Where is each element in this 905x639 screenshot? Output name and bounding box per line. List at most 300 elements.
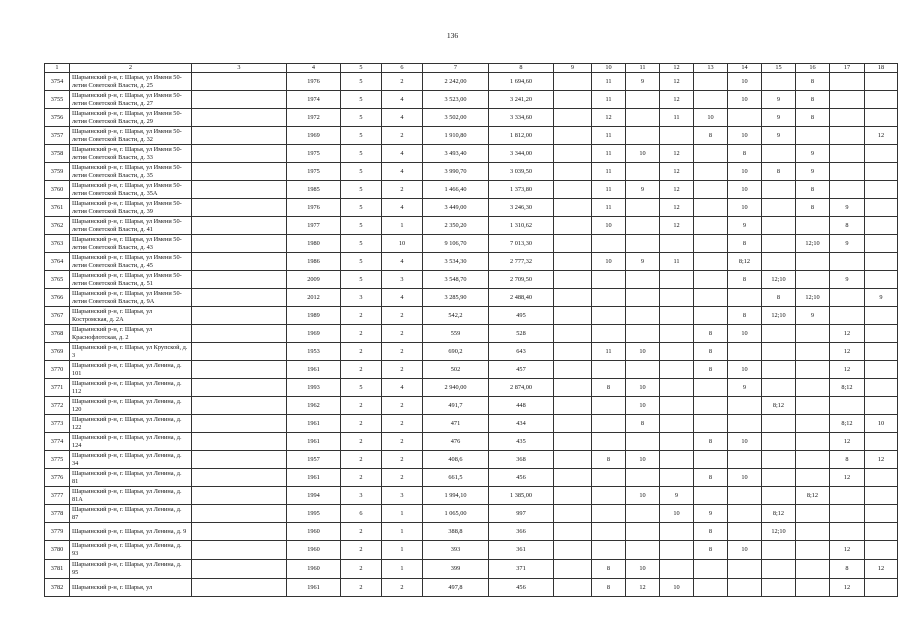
value-cell: 9 — [796, 163, 830, 181]
value-cell: 1986 — [287, 253, 341, 271]
record-number-cell: 3759 — [45, 163, 70, 181]
value-cell: 456 — [489, 469, 554, 487]
value-cell: 8;12 — [728, 253, 762, 271]
value-cell: 448 — [489, 397, 554, 415]
value-cell: 1 — [382, 541, 423, 560]
value-cell — [694, 415, 728, 433]
value-cell: 11 — [592, 127, 626, 145]
value-cell — [660, 397, 694, 415]
table-row — [45, 163, 898, 181]
value-cell: 10 — [728, 325, 762, 343]
value-cell — [192, 271, 287, 289]
address-cell: Шарьинский р-н, г. Шарья, ул Имени 50-летия Советской Власти, д. 27 — [70, 91, 192, 109]
value-cell: 2 — [341, 579, 382, 597]
value-cell: 10 — [728, 541, 762, 560]
table-row — [45, 73, 898, 91]
value-cell — [592, 433, 626, 451]
value-cell: 457 — [489, 361, 554, 379]
value-cell — [762, 487, 796, 505]
value-cell: 2 — [341, 397, 382, 415]
value-cell — [660, 235, 694, 253]
value-cell: 2 242,00 — [423, 73, 489, 91]
table-row — [45, 541, 898, 560]
value-cell: 5 — [341, 379, 382, 397]
value-cell: 10 — [626, 145, 660, 163]
value-cell — [626, 91, 660, 109]
value-cell: 12 — [660, 91, 694, 109]
table-container — [44, 63, 885, 639]
value-cell: 12 — [865, 127, 898, 145]
value-cell — [865, 91, 898, 109]
value-cell: 10 — [660, 505, 694, 523]
value-cell — [865, 109, 898, 127]
value-cell — [592, 289, 626, 307]
address-cell: Шарьинский р-н, г. Шарья, ул Имени 50-летия Советской Власти, д. 39 — [70, 199, 192, 217]
value-cell: 1974 — [287, 91, 341, 109]
value-cell: 8 — [796, 73, 830, 91]
record-number-cell: 3762 — [45, 217, 70, 235]
value-cell: 12 — [626, 579, 660, 597]
value-cell: 1 694,60 — [489, 73, 554, 91]
value-cell — [554, 343, 592, 361]
value-cell — [192, 541, 287, 560]
value-cell: 11 — [592, 163, 626, 181]
record-number-cell: 3781 — [45, 560, 70, 579]
value-cell — [865, 379, 898, 397]
value-cell: 1985 — [287, 181, 341, 199]
value-cell: 1960 — [287, 541, 341, 560]
value-cell: 9 — [762, 109, 796, 127]
value-cell — [830, 487, 865, 505]
record-number-cell: 3767 — [45, 307, 70, 325]
value-cell — [660, 379, 694, 397]
value-cell: 491,7 — [423, 397, 489, 415]
value-cell: 3 — [382, 271, 423, 289]
value-cell — [694, 199, 728, 217]
column-number-cell: 17 — [830, 64, 865, 73]
value-cell — [592, 505, 626, 523]
value-cell: 10 — [728, 361, 762, 379]
value-cell — [830, 127, 865, 145]
value-cell: 8 — [694, 541, 728, 560]
value-cell: 10 — [382, 235, 423, 253]
address-cell: Шарьинский р-н, г. Шарья, ул Крупской, д. 3 — [70, 343, 192, 361]
value-cell: 1 994,10 — [423, 487, 489, 505]
value-cell — [762, 541, 796, 560]
value-cell — [554, 397, 592, 415]
value-cell: 435 — [489, 433, 554, 451]
value-cell: 2 709,50 — [489, 271, 554, 289]
value-cell: 8;12 — [830, 379, 865, 397]
table-row — [45, 415, 898, 433]
value-cell — [626, 523, 660, 541]
value-cell: 1 373,80 — [489, 181, 554, 199]
value-cell: 4 — [382, 109, 423, 127]
value-cell — [192, 325, 287, 343]
column-number-cell: 14 — [728, 64, 762, 73]
value-cell — [554, 560, 592, 579]
value-cell — [660, 343, 694, 361]
value-cell — [762, 181, 796, 199]
value-cell: 10 — [660, 579, 694, 597]
table-row — [45, 487, 898, 505]
value-cell: 10 — [865, 415, 898, 433]
value-cell — [865, 361, 898, 379]
value-cell: 2 874,00 — [489, 379, 554, 397]
value-cell: 11 — [592, 73, 626, 91]
value-cell — [192, 199, 287, 217]
value-cell — [762, 415, 796, 433]
column-number-cell: 4 — [287, 64, 341, 73]
value-cell — [192, 379, 287, 397]
record-number-cell: 3782 — [45, 579, 70, 597]
address-cell: Шарьинский р-н, г. Шарья, ул Ленина, д. 34 — [70, 451, 192, 469]
value-cell: 2 — [382, 361, 423, 379]
value-cell — [192, 415, 287, 433]
table-row — [45, 379, 898, 397]
value-cell: 2 — [341, 343, 382, 361]
table-row — [45, 289, 898, 307]
value-cell — [192, 145, 287, 163]
value-cell: 2009 — [287, 271, 341, 289]
value-cell — [865, 579, 898, 597]
value-cell — [592, 271, 626, 289]
value-cell — [554, 73, 592, 91]
value-cell: 1962 — [287, 397, 341, 415]
address-cell: Шарьинский р-н, г. Шарья, ул Имени 50-летия Советской Власти, д. 35 — [70, 163, 192, 181]
address-cell: Шарьинский р-н, г. Шарья, ул Ленина, д. 122 — [70, 415, 192, 433]
address-cell: Шарьинский р-н, г. Шарья, ул Имени 50-летия Советской Власти, д. 29 — [70, 109, 192, 127]
value-cell: 2 940,00 — [423, 379, 489, 397]
value-cell — [660, 433, 694, 451]
record-number-cell: 3754 — [45, 73, 70, 91]
value-cell: 5 — [341, 181, 382, 199]
value-cell — [694, 235, 728, 253]
address-cell: Шарьинский р-н, г. Шарья, ул Имени 50-летия Советской Власти, д. 43 — [70, 235, 192, 253]
value-cell: 3 344,00 — [489, 145, 554, 163]
value-cell: 3 241,20 — [489, 91, 554, 109]
value-cell — [554, 109, 592, 127]
value-cell: 1993 — [287, 379, 341, 397]
value-cell: 10 — [626, 379, 660, 397]
value-cell — [694, 487, 728, 505]
value-cell: 1980 — [287, 235, 341, 253]
table-row — [45, 523, 898, 541]
value-cell: 1961 — [287, 415, 341, 433]
value-cell — [865, 145, 898, 163]
value-cell — [554, 361, 592, 379]
value-cell: 2 — [341, 433, 382, 451]
address-cell: Шарьинский р-н, г. Шарья, ул Имени 50-летия Советской Власти, д. 45 — [70, 253, 192, 271]
address-cell: Шарьинский р-н, г. Шарья, ул — [70, 579, 192, 597]
value-cell: 7 013,30 — [489, 235, 554, 253]
value-cell: 9 — [626, 181, 660, 199]
table-row — [45, 579, 898, 597]
record-number-cell: 3761 — [45, 199, 70, 217]
value-cell: 3 334,60 — [489, 109, 554, 127]
value-cell — [660, 289, 694, 307]
value-cell — [694, 73, 728, 91]
value-cell — [554, 217, 592, 235]
value-cell: 4 — [382, 289, 423, 307]
value-cell — [796, 415, 830, 433]
value-cell: 368 — [489, 451, 554, 469]
value-cell — [796, 325, 830, 343]
value-cell: 471 — [423, 415, 489, 433]
value-cell: 3 — [382, 487, 423, 505]
value-cell: 8 — [796, 199, 830, 217]
value-cell — [554, 579, 592, 597]
value-cell: 1 — [382, 505, 423, 523]
value-cell — [626, 469, 660, 487]
value-cell: 3 990,70 — [423, 163, 489, 181]
value-cell — [865, 343, 898, 361]
value-cell: 10 — [694, 109, 728, 127]
value-cell — [192, 361, 287, 379]
value-cell — [694, 91, 728, 109]
table-row — [45, 451, 898, 469]
value-cell: 366 — [489, 523, 554, 541]
value-cell — [728, 415, 762, 433]
value-cell — [830, 505, 865, 523]
value-cell: 2 — [382, 73, 423, 91]
value-cell: 9 106,70 — [423, 235, 489, 253]
table-row — [45, 127, 898, 145]
value-cell — [554, 235, 592, 253]
page-number: 136 — [446, 31, 459, 40]
value-cell — [762, 217, 796, 235]
value-cell: 11 — [592, 91, 626, 109]
value-cell — [762, 379, 796, 397]
value-cell: 9 — [626, 73, 660, 91]
value-cell: 10 — [728, 127, 762, 145]
value-cell: 1 385,00 — [489, 487, 554, 505]
value-cell — [865, 73, 898, 91]
value-cell: 5 — [341, 145, 382, 163]
value-cell: 643 — [489, 343, 554, 361]
value-cell: 11 — [592, 343, 626, 361]
value-cell: 361 — [489, 541, 554, 560]
value-cell — [660, 469, 694, 487]
value-cell — [660, 541, 694, 560]
value-cell — [626, 541, 660, 560]
value-cell — [694, 253, 728, 271]
value-cell: 2 — [341, 361, 382, 379]
value-cell — [865, 181, 898, 199]
value-cell — [728, 451, 762, 469]
record-number-cell: 3758 — [45, 145, 70, 163]
value-cell — [626, 433, 660, 451]
value-cell — [796, 217, 830, 235]
value-cell — [830, 145, 865, 163]
value-cell: 12 — [830, 541, 865, 560]
value-cell — [694, 379, 728, 397]
value-cell — [554, 469, 592, 487]
address-cell: Шарьинский р-н, г. Шарья, ул Ленина, д. 95 — [70, 560, 192, 579]
value-cell — [762, 451, 796, 469]
address-cell: Шарьинский р-н, г. Шарья, ул Ленина, д. 87 — [70, 505, 192, 523]
column-number-cell: 9 — [554, 64, 592, 73]
value-cell — [554, 289, 592, 307]
value-cell: 1989 — [287, 307, 341, 325]
value-cell — [192, 235, 287, 253]
value-cell — [626, 307, 660, 325]
value-cell: 1976 — [287, 73, 341, 91]
value-cell — [192, 127, 287, 145]
value-cell — [626, 289, 660, 307]
value-cell — [796, 343, 830, 361]
value-cell — [830, 397, 865, 415]
value-cell: 542,2 — [423, 307, 489, 325]
value-cell — [660, 415, 694, 433]
value-cell — [192, 487, 287, 505]
value-cell — [796, 271, 830, 289]
record-number-cell: 3764 — [45, 253, 70, 271]
value-cell: 8 — [592, 451, 626, 469]
value-cell: 12;10 — [762, 271, 796, 289]
value-cell: 10 — [728, 73, 762, 91]
value-cell — [796, 253, 830, 271]
value-cell: 2 — [382, 433, 423, 451]
value-cell: 1995 — [287, 505, 341, 523]
value-cell — [592, 307, 626, 325]
address-cell: Шарьинский р-н, г. Шарья, ул Ленина, д. 9 — [70, 523, 192, 541]
value-cell — [554, 127, 592, 145]
value-cell: 9 — [796, 145, 830, 163]
table-row — [45, 469, 898, 487]
value-cell: 10 — [728, 163, 762, 181]
value-cell: 9 — [660, 487, 694, 505]
value-cell — [694, 579, 728, 597]
value-cell — [660, 560, 694, 579]
value-cell — [796, 361, 830, 379]
table-row — [45, 271, 898, 289]
value-cell: 8 — [728, 271, 762, 289]
value-cell: 3 493,40 — [423, 145, 489, 163]
value-cell — [192, 253, 287, 271]
value-cell: 5 — [341, 217, 382, 235]
value-cell: 9 — [728, 217, 762, 235]
value-cell: 5 — [341, 127, 382, 145]
value-cell — [626, 199, 660, 217]
value-cell — [694, 451, 728, 469]
record-number-cell: 3776 — [45, 469, 70, 487]
record-number-cell: 3779 — [45, 523, 70, 541]
address-cell: Шарьинский р-н, г. Шарья, ул Имени 50-летия Советской Власти, д. 9А — [70, 289, 192, 307]
value-cell: 2 — [382, 397, 423, 415]
value-cell — [192, 289, 287, 307]
value-cell: 1994 — [287, 487, 341, 505]
value-cell — [554, 325, 592, 343]
address-cell: Шарьинский р-н, г. Шарья, ул Имени 50-летия Советской Власти, д. 33 — [70, 145, 192, 163]
value-cell: 1977 — [287, 217, 341, 235]
value-cell: 8 — [728, 307, 762, 325]
value-cell: 2012 — [287, 289, 341, 307]
value-cell — [762, 73, 796, 91]
value-cell — [554, 433, 592, 451]
value-cell — [762, 235, 796, 253]
value-cell — [865, 541, 898, 560]
value-cell — [762, 253, 796, 271]
value-cell — [192, 73, 287, 91]
value-cell — [660, 307, 694, 325]
value-cell — [660, 523, 694, 541]
value-cell: 997 — [489, 505, 554, 523]
value-cell: 3 — [341, 289, 382, 307]
value-cell: 9 — [728, 379, 762, 397]
value-cell: 5 — [341, 199, 382, 217]
value-cell — [554, 379, 592, 397]
value-cell — [660, 451, 694, 469]
value-cell: 11 — [660, 109, 694, 127]
value-cell: 10 — [626, 343, 660, 361]
table-row — [45, 433, 898, 451]
value-cell — [865, 505, 898, 523]
value-cell: 10 — [728, 181, 762, 199]
value-cell — [192, 91, 287, 109]
value-cell — [192, 181, 287, 199]
value-cell: 8 — [762, 163, 796, 181]
value-cell: 5 — [341, 109, 382, 127]
table-row — [45, 145, 898, 163]
value-cell — [192, 343, 287, 361]
column-number-cell: 8 — [489, 64, 554, 73]
value-cell: 2 — [382, 343, 423, 361]
value-cell: 2 488,40 — [489, 289, 554, 307]
value-cell — [796, 579, 830, 597]
value-cell — [592, 397, 626, 415]
table-row — [45, 235, 898, 253]
value-cell — [865, 271, 898, 289]
address-cell: Шарьинский р-н, г. Шарья, ул Ленина, д. 81А — [70, 487, 192, 505]
value-cell — [762, 361, 796, 379]
column-number-cell: 6 — [382, 64, 423, 73]
value-cell — [192, 451, 287, 469]
value-cell: 2 — [341, 415, 382, 433]
value-cell — [192, 307, 287, 325]
value-cell: 1 812,00 — [489, 127, 554, 145]
value-cell: 8 — [626, 415, 660, 433]
value-cell — [694, 181, 728, 199]
address-cell: Шарьинский р-н, г. Шарья, ул Ленина, д. 124 — [70, 433, 192, 451]
value-cell — [796, 127, 830, 145]
value-cell — [830, 523, 865, 541]
value-cell: 12 — [830, 469, 865, 487]
value-cell: 5 — [341, 235, 382, 253]
value-cell — [762, 145, 796, 163]
value-cell — [830, 109, 865, 127]
address-cell: Шарьинский р-н, г. Шарья, ул Ленина, д. 120 — [70, 397, 192, 415]
table-row — [45, 91, 898, 109]
value-cell — [592, 541, 626, 560]
address-cell: Шарьинский р-н, г. Шарья, ул Ленина, д. 112 — [70, 379, 192, 397]
record-number-cell: 3769 — [45, 343, 70, 361]
record-number-cell: 3755 — [45, 91, 70, 109]
value-cell: 8 — [728, 145, 762, 163]
value-cell: 3 502,00 — [423, 109, 489, 127]
value-cell — [762, 325, 796, 343]
table-row — [45, 343, 898, 361]
value-cell — [865, 253, 898, 271]
value-cell: 3 523,00 — [423, 91, 489, 109]
value-cell — [192, 469, 287, 487]
value-cell — [728, 397, 762, 415]
value-cell: 690,2 — [423, 343, 489, 361]
value-cell: 3 534,30 — [423, 253, 489, 271]
value-cell — [626, 163, 660, 181]
value-cell: 12;10 — [762, 523, 796, 541]
value-cell — [830, 91, 865, 109]
